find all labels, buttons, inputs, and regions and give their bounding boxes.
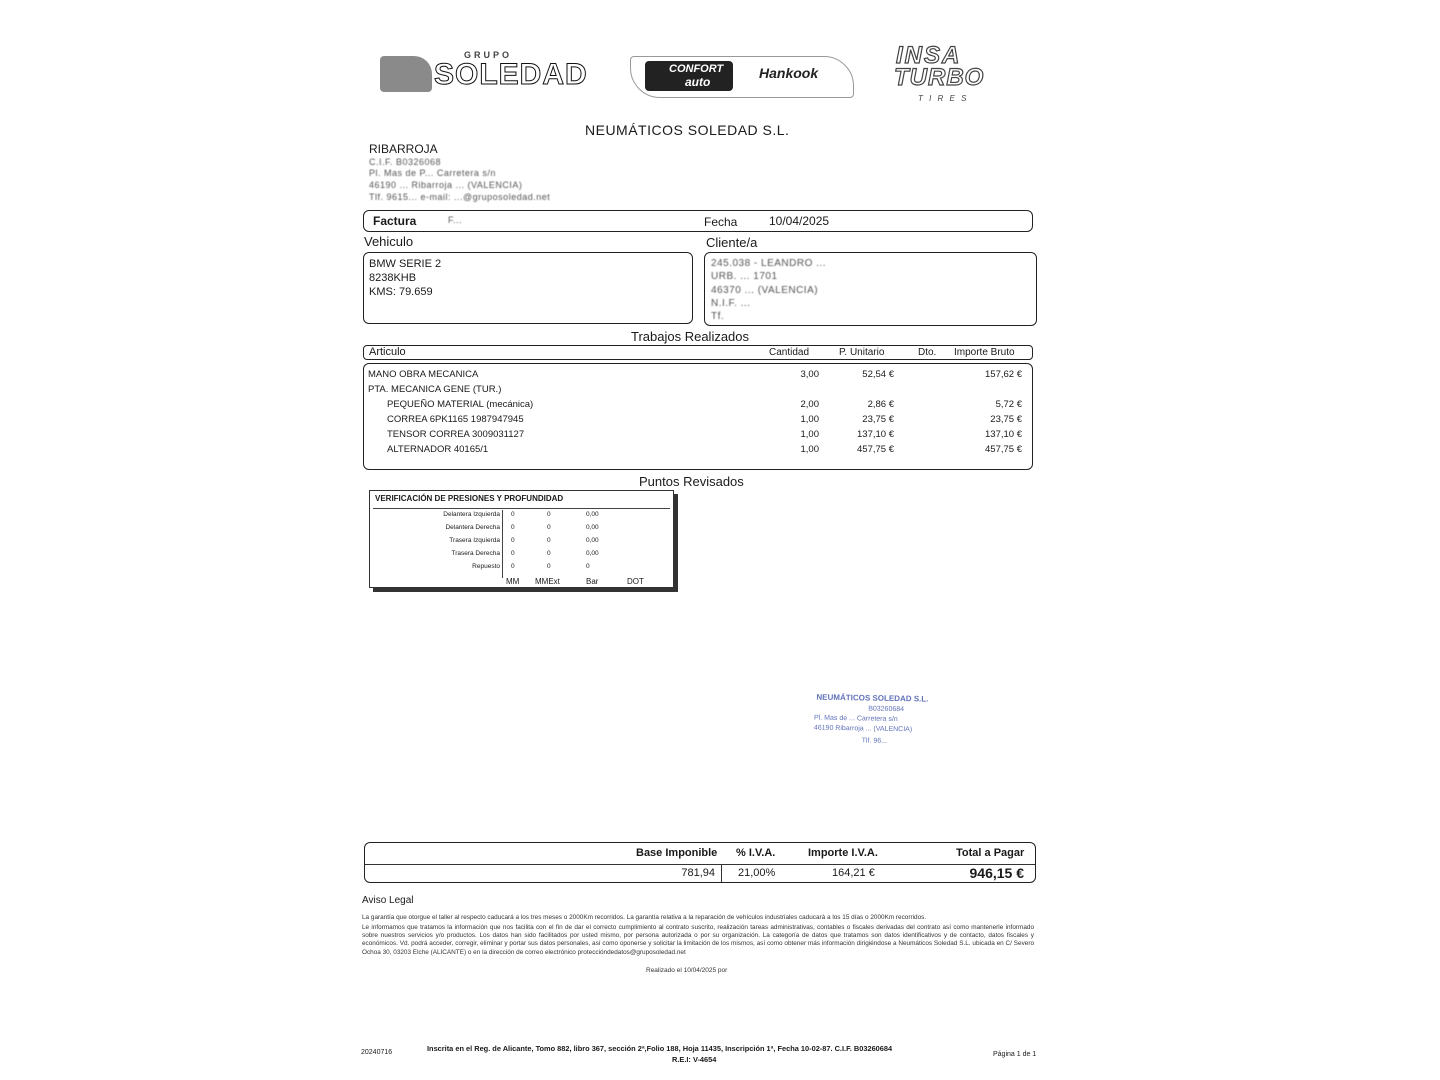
checks-title: Puntos Revisados (639, 474, 744, 489)
work-total: 137,10 € (985, 429, 1022, 440)
client-line-3: 46370 ... (VALENCIA) (711, 285, 819, 296)
check-bar: 0,00 (586, 550, 599, 557)
checks-col-bar: Bar (586, 577, 599, 586)
work-desc: MANO OBRA MECANICA (368, 369, 479, 380)
work-desc: PEQUEÑO MATERIAL (mecánica) (387, 399, 534, 410)
legal-p2: Le informamos que tratamos la información que nos facilita con el fin de dar el correcto cumplimiento al contrato suscrito, realización tareas administrativas, contables o fiscales derivadas del contrato así como mantenerle informado sobre nuestros servicios y/o productos. Los datos han sido facilitados por usted mismo, por persona autorizada o por su organización. La categoría de datos que tratamos son datos identificativos y de contacto, datos fiscales y económicos. Vd. podrá acceder, corregir, eliminar y portar sus datos personales, así como oponerse y solicitar la limitación de los mismos, así como obtener más información dirigiéndose a Neumáticos Soledad S.L. ubicada en C/ Severo Ochoa 30, 03203 Elche (ALICANTE) o en la dirección de correo electrónico proteccióndedatos@gruposoledad.net (362, 924, 1034, 956)
vehicle-plate: 8238KHB (369, 272, 417, 284)
check-mm: 0 (511, 524, 515, 531)
company-cif: C.I.F. B0326068 (369, 157, 442, 167)
stamp-line-1: NEUMÁTICOS SOLEDAD S.L. (816, 692, 929, 704)
footer-page: Página 1 de 1 (993, 1051, 1037, 1058)
client-line-2: URB. ... 1701 (711, 271, 778, 282)
insa-turbo-logo (892, 42, 1016, 104)
work-total: 157,62 € (985, 369, 1022, 380)
check-label: Repuesto (472, 563, 500, 570)
work-desc: ALTERNADOR 40165/1 (387, 444, 489, 455)
confort-text: CONFORT (669, 63, 724, 75)
col-importe: Importe Bruto (954, 347, 1015, 358)
checks-col-mm: MM (506, 577, 520, 586)
base-label: Base Imponible (636, 847, 718, 859)
iva-pct-label: % I.V.A. (736, 847, 776, 859)
eagle-icon (380, 56, 432, 92)
check-mm: 0 (511, 537, 515, 544)
stamp-line-2: B03260684 (868, 705, 905, 714)
work-unit: 52,54 € (862, 369, 894, 380)
col-dto: Dto. (918, 347, 937, 358)
check-bar: 0,00 (586, 511, 599, 518)
iva-pct-value: 21,00% (738, 867, 776, 879)
footer-rei: R.E.I: V-4654 (672, 1055, 717, 1064)
fecha-label: Fecha (704, 215, 738, 229)
client-line-1: 245.038 - LEANDRO ... (711, 258, 826, 269)
fecha-value: 10/04/2025 (769, 214, 830, 228)
col-articulo: Articulo (369, 346, 406, 358)
tires-text: T I R E S (918, 94, 969, 103)
check-mmext: 0 (547, 550, 551, 557)
check-bar: 0,00 (586, 524, 599, 531)
checks-col-mmext: MMExt (535, 577, 560, 586)
stamp-line-5: Tlf. 96... (861, 737, 888, 745)
turbo-text: TURBO (894, 64, 985, 91)
vehicle-kms: KMS: 79.659 (369, 286, 433, 298)
check-label: Delantera Derecha (445, 524, 500, 531)
work-qty: 1,00 (800, 444, 819, 455)
work-unit: 457,75 € (857, 444, 894, 455)
total-label: Total a Pagar (956, 847, 1025, 859)
work-total: 23,75 € (990, 414, 1022, 425)
legal-p1: La garantía que otorgue el taller al respecto caducará a los tres meses o 2000Km recorridos. La garantía relativa a la reparación de vehículos industriales caducará a los 15 días o 2000Km recorridos. (362, 914, 927, 921)
check-mm: 0 (511, 563, 515, 570)
work-desc: TENSOR CORREA 3009031127 (387, 429, 525, 440)
work-qty: 1,00 (800, 429, 819, 440)
checks-title-rule (373, 508, 670, 509)
factura-label: Factura (373, 214, 417, 228)
checks-col-dot: DOT (627, 577, 644, 586)
check-mmext: 0 (547, 511, 551, 518)
total-value: 946,15 € (969, 865, 1024, 881)
work-qty: 2,00 (800, 399, 819, 410)
soledad-logo (378, 48, 590, 96)
work-unit: 2,86 € (867, 399, 894, 410)
confort-badge (645, 61, 733, 91)
check-mmext: 0 (547, 524, 551, 531)
stamp-line-4: 46190 Ribarroja ... (VALENCIA) (813, 724, 913, 734)
work-desc: PTA. MECANICA GENE (TUR.) (368, 384, 502, 395)
work-unit: 23,75 € (862, 414, 894, 425)
soledad-logo-text: SOLEDAD (434, 58, 588, 91)
company-address: Pl. Mas de P... Carretera s/n (369, 168, 496, 178)
checks-table (369, 490, 674, 588)
branch-name: RIBARROJA (369, 142, 438, 156)
client-line-5: Tf. (711, 311, 725, 322)
col-cantidad: Cantidad (769, 347, 810, 358)
work-total: 457,75 € (985, 444, 1022, 455)
insa-text: INSA (896, 42, 962, 69)
footer-code: 20240716 (361, 1049, 393, 1056)
client-line-4: N.I.F. ... (711, 298, 751, 309)
iva-label: Importe I.V.A. (808, 847, 878, 859)
invoice-header-box (363, 210, 1033, 232)
check-mmext: 0 (547, 537, 551, 544)
legal-title: Aviso Legal (362, 895, 414, 906)
col-unitario: P. Unitario (839, 347, 885, 358)
vehicle-model: BMW SERIE 2 (369, 258, 442, 270)
works-title: Trabajos Realizados (631, 329, 750, 344)
check-bar: 0,00 (586, 537, 599, 544)
factura-number: F... (448, 215, 463, 225)
work-total: 5,72 € (995, 399, 1022, 410)
checks-vline (502, 510, 503, 578)
vehicle-label: Vehiculo (364, 234, 414, 249)
check-bar: 0 (586, 563, 590, 570)
iva-value: 164,21 € (832, 867, 875, 879)
footer-registry: Inscrita en el Reg. de Alicante, Tomo 882, libro 367, sección 2ª,Folio 188, Hoja 11435, Inscripción 1ª, Fecha 10-02-87. C.I.F. B03260684 (427, 1044, 893, 1053)
client-label: Cliente/a (706, 235, 758, 250)
check-label: Trasera Izquierda (449, 537, 500, 544)
check-label: Trasera Derecha (451, 550, 500, 557)
check-label: Delantera Izquierda (443, 511, 500, 518)
work-unit: 137,10 € (857, 429, 894, 440)
company-city: 46190 ... Ribarroja ... (VALENCIA) (369, 180, 523, 190)
stamp-line-3: Pl. Mas de ... Carretera s/n (814, 714, 898, 724)
base-value: 781,94 (681, 867, 715, 879)
company-contact: Tlf. 9615... e-mail: ...@gruposoledad.net (369, 192, 551, 202)
soledad-logo-small: GRUPO (464, 50, 513, 60)
legal-realizado: Realizado el 10/04/2025 por (646, 967, 728, 974)
hankook-logo: Hankook (759, 65, 819, 81)
check-mmext: 0 (547, 563, 551, 570)
confort-auto-logo (630, 56, 854, 98)
check-mm: 0 (511, 550, 515, 557)
work-qty: 3,00 (800, 369, 819, 380)
work-desc: CORREA 6PK1165 1987947945 (387, 414, 524, 425)
company-name: NEUMÁTICOS SOLEDAD S.L. (585, 122, 790, 138)
check-mm: 0 (511, 511, 515, 518)
work-qty: 1,00 (800, 414, 819, 425)
auto-text: auto (685, 75, 711, 89)
checks-table-title: VERIFICACIÓN DE PRESIONES Y PROFUNDIDAD (375, 494, 564, 503)
company-stamp (812, 693, 981, 754)
